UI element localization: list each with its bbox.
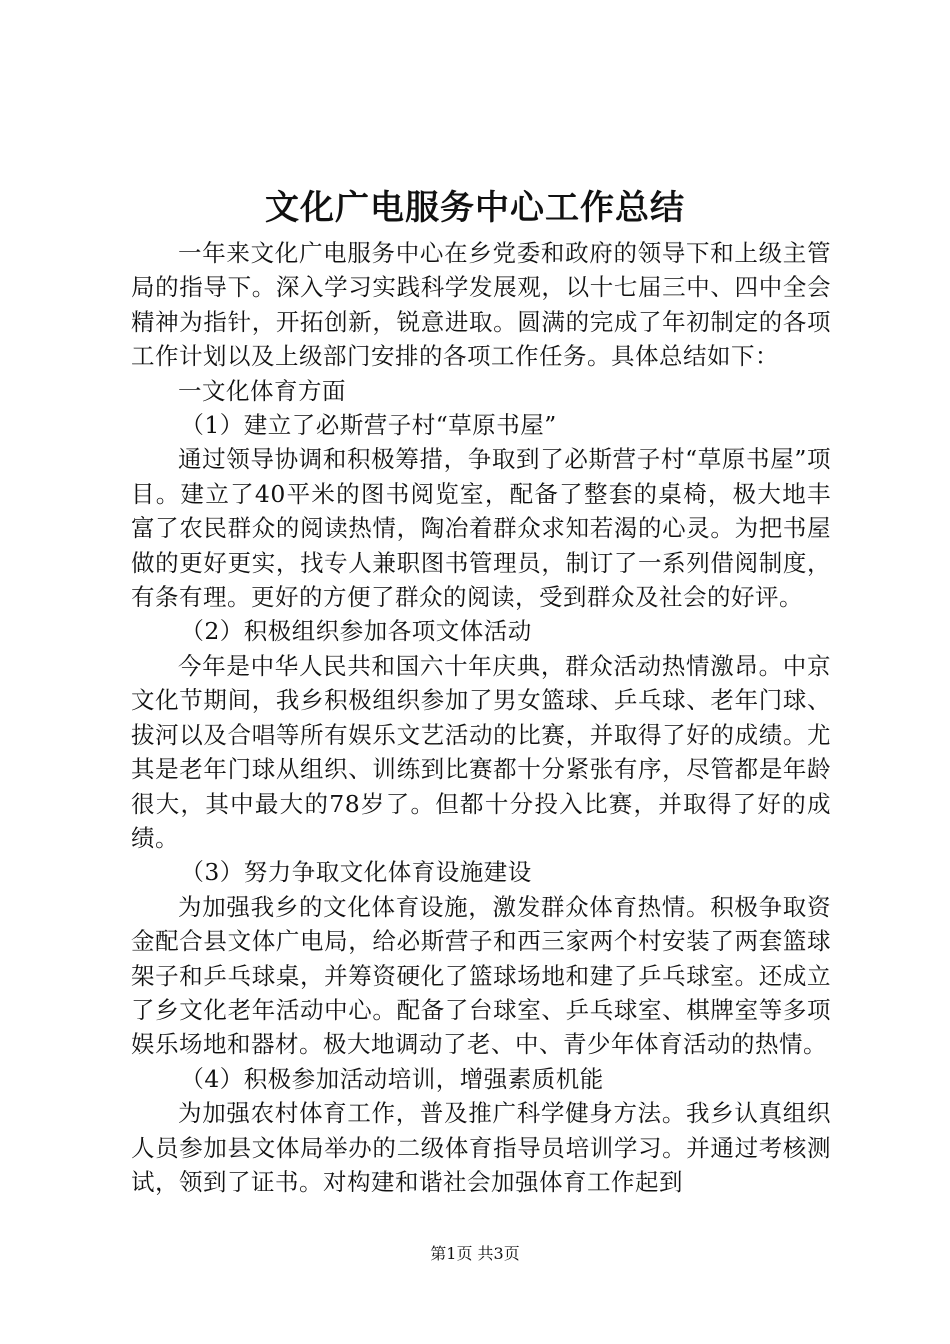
section-heading-culture-sports: 一文化体育方面 [178,376,346,405]
document-body [131,236,831,1199]
subheading-3: （3）努力争取文化体育设施建设 [180,858,532,887]
document-title: 文化广电服务中心工作总结 [265,188,685,228]
paragraph-4: 为加强农村体育工作，普及推广科学健身方法。我乡认真组织人员参加县文体局举办的二级体育指导员培训学习。并通过考核测试，领到了证书。对构建和谐社会加强体育工作起到 [131,1099,831,1196]
subheading-1: （1）建立了必斯营子村“草原书屋” [180,411,557,440]
paragraph-1: 通过领导协调和积极筹措，争取到了必斯营子村“草原书屋”项目。建立了40平米的图书阅览室，配备了整套的桌椅，极大地丰富了农民群众的阅读热情，陶冶着群众求知若渴的心灵。为把书屋做的更好更实，找专人兼职图书管理员，制订了一系列借阅制度，有条有理。更好的方便了群众的阅读，受到群众及社会的好评。 [131,445,831,612]
paragraph-intro: 一年来文化广电服务中心在乡党委和政府的领导下和上级主管局的指导下。深入学习实践科学发展观，以十七届三中、四中全会精神为指针，开拓创新，锐意进取。圆满的完成了年初制定的各项工作计划以及上级部门安排的各项工作任务。具体总结如下： [131,239,831,371]
paragraph-3: 为加强我乡的文化体育设施，激发群众体育热情。积极争取资金配合县文体广电局，给必斯营子和西三家两个村安装了两套篮球架子和乒乓球桌，并筹资硬化了篮球场地和建了乒乓球室。还成立了乡文化老年活动中心。配备了台球室、乒乓球室、棋牌室等多项娱乐场地和器材。极大地调动了老、中、青少年体育活动的热情。 [131,892,831,1059]
subheading-4: （4）积极参加活动培训，增强素质机能 [180,1064,604,1093]
subheading-2: （2）积极组织参加各项文体活动 [180,617,532,646]
paragraph-2: 今年是中华人民共和国六十年庆典，群众活动热情激昂。中京文化节期间，我乡积极组织参加了男女篮球、乒乓球、老年门球、拔河以及合唱等所有娱乐文艺活动的比赛，并取得了好的成绩。尤其是老年门球从组织、训练到比赛都十分紧张有序，尽管都是年龄很大，其中最大的78岁了。但都十分投入比赛，并取得了好的成绩。 [131,651,831,852]
page-footer: 第1页 共3页 [430,1244,520,1263]
